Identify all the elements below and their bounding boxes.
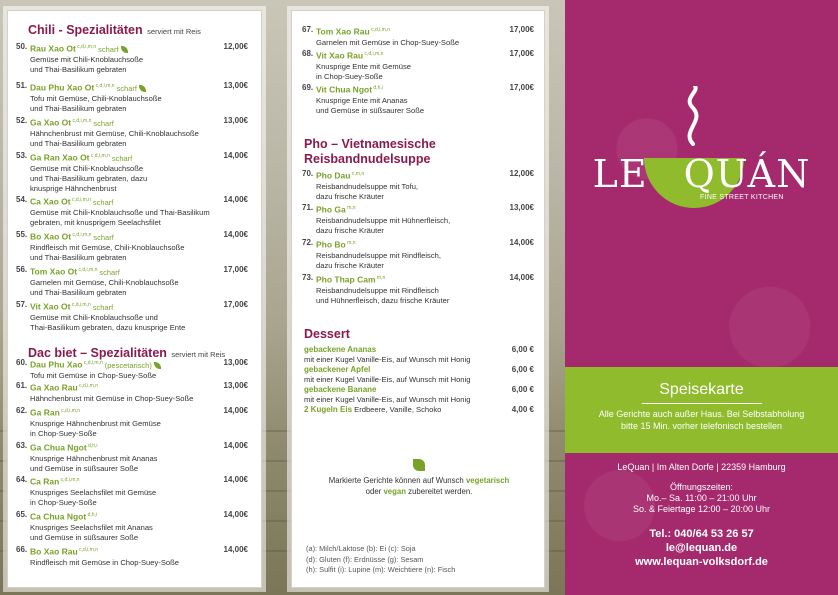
address: LeQuan | Im Alten Dorfe | 22359 Hamburg [617, 462, 786, 472]
item-name: Tom Xao Rau [316, 26, 370, 37]
item-description: Knusprige Hähnchenbrust mit Gemüse [30, 418, 161, 428]
leaf-icon [413, 459, 425, 471]
item-description: und Thai-Basilikum gebraten [30, 64, 127, 74]
item-description: Garnelen mit Gemüse in Chop-Suey-Soße [316, 37, 460, 47]
item-description: Reisbandnudelsuppe mit Tofu, [316, 181, 419, 191]
item-name: Ca Chua Ngot [30, 511, 87, 522]
menu-item [16, 358, 248, 381]
item-price: 14,00€ [223, 230, 248, 239]
dessert-price: 6,00 € [511, 345, 534, 354]
item-number: 60. [16, 358, 28, 367]
item-description: Gemüse mit Chili-Knoblauchsoße [30, 54, 144, 64]
menu-item [16, 151, 248, 194]
item-number: 70. [302, 169, 314, 178]
item-head [16, 406, 248, 419]
logo-wordmark: LE QUÁN [592, 152, 811, 196]
item-head [16, 441, 248, 454]
allergen-codes: c,d,i,m,n [77, 383, 99, 389]
dessert-name: 2 Kugeln Eis [304, 405, 353, 414]
item-head [16, 545, 248, 558]
item-description: und Thai-Basilikum gebraten [30, 103, 127, 113]
item-description: dazu frische Kräuter [316, 260, 384, 270]
item-name: Ga Xao Ot [30, 117, 72, 128]
item-tag: scharf [111, 153, 133, 163]
phone: Tel.: 040/64 53 26 57 [649, 528, 754, 540]
item-price: 13,00€ [223, 381, 248, 390]
dessert-name: gebackene Ananas [304, 345, 377, 354]
item-description: Knuspriges Seelachsfilet mit Ananas [30, 522, 153, 532]
menu-item [302, 25, 534, 48]
pho-heading: Pho – Vietnamesische Reisbandnudelsuppe [304, 137, 436, 166]
menu-item [302, 238, 534, 271]
dessert-head [304, 345, 534, 355]
allergen-codes: d,h,i [372, 85, 383, 91]
allergen-codes: c,m,n [350, 171, 365, 177]
item-number: 57. [16, 300, 28, 309]
item-description: in Chop-Suey-Soße [316, 71, 383, 81]
item-number: 50. [16, 42, 28, 51]
item-price: 17,00€ [509, 25, 534, 34]
website-link[interactable]: www.lequan-volksdorf.de [635, 556, 768, 568]
item-description: und Thai-Basilikum gebraten [30, 252, 127, 262]
item-number: 55. [16, 230, 28, 239]
item-number: 56. [16, 265, 28, 274]
allergen-codes: d,h,i [86, 512, 98, 518]
dessert-head [304, 385, 534, 395]
allergen-codes: c,d,i,m,n [59, 408, 81, 414]
email-link[interactable]: le@lequan.de [665, 542, 738, 554]
menu-item [16, 475, 248, 508]
item-description: in Chop-Suey-Soße [30, 497, 97, 507]
item-description: Hähnchenbrust mit Gemüse, Chili-Knoblauchsoße [30, 128, 199, 138]
allergen-codes: c,d,i,m,n [70, 302, 91, 308]
dessert-description: Erdbeere, Vanille, Schoko [354, 405, 442, 414]
dessert-price: 6,00 € [511, 385, 534, 394]
item-tag: scharf [99, 267, 120, 277]
allergen-codes: c,d,i,m,n [71, 118, 92, 124]
allergen-codes: c,d,i,m,n [59, 477, 80, 483]
item-number: 54. [16, 195, 28, 204]
item-tag: scharf [116, 83, 137, 93]
item-name: Pho Ga [316, 204, 346, 215]
dessert-name: gebackener Apfel [304, 365, 371, 374]
item-name: Rau Xao Ot [30, 43, 76, 54]
steam-icon [673, 86, 713, 146]
item-name: Ga Ran Xao Ot [30, 152, 90, 163]
speisekarte-band: Speisekarte Alle Gerichte auch außer Haus. Bei Selbstabholung bitte 15 Min. vorher telefonisch bestellen [565, 367, 838, 453]
item-description: Knusprige Ente mit Ananas [316, 95, 408, 105]
item-price: 14,00€ [223, 475, 248, 484]
item-description: Rindfleisch mit Gemüse, Chili-Knoblauchsoße [30, 242, 185, 252]
allergen-codes: c,d,i,m,n [77, 547, 98, 553]
item-number: 73. [302, 273, 314, 282]
item-number: 51. [16, 81, 28, 90]
item-number: 67. [302, 25, 314, 34]
dessert-item [304, 405, 534, 415]
item-name: Vit Xao Rau [316, 50, 364, 61]
allergen-codes: m,n [345, 240, 356, 246]
item-head [16, 116, 248, 129]
item-number: 71. [302, 203, 314, 212]
lequan-logo [565, 80, 838, 220]
item-price: 17,00€ [509, 83, 534, 92]
item-description: Tofu mit Gemüse, Chili-Knoblauchsoße [30, 93, 162, 103]
item-number: 52. [16, 116, 28, 125]
item-name: Vit Xao Ot [30, 301, 71, 312]
band-rule [642, 403, 762, 404]
item-name: Ga Ran [30, 407, 60, 418]
item-description: Knusprige Ente mit Gemüse [316, 61, 411, 71]
menu-item [16, 195, 248, 228]
allergen-codes: c,d,i,m,n [71, 232, 92, 238]
dessert-heading: Dessert [304, 327, 350, 341]
item-head [16, 195, 248, 208]
item-price: 14,00€ [223, 510, 248, 519]
menu-item [302, 169, 534, 202]
item-price: 14,00€ [223, 545, 248, 554]
item-tag: scharf [92, 197, 114, 207]
item-description: und Thai-Basilikum gebraten [30, 287, 127, 297]
menu-item [16, 265, 248, 298]
item-number: 66. [16, 545, 28, 554]
leaf-icon [139, 85, 146, 92]
item-price: 14,00€ [223, 151, 248, 160]
item-price: 12,00€ [509, 169, 534, 178]
chili-heading: Chili - Spezialitäten serviert mit Reis [28, 23, 201, 37]
dessert-item [304, 385, 534, 405]
allergen-codes: m,n [345, 205, 356, 211]
item-number: 68. [302, 49, 314, 58]
item-tag: scharf [93, 118, 114, 128]
item-price: 17,00€ [223, 300, 248, 309]
item-description: und Gemüse in süßsaurer Soße [30, 463, 139, 473]
item-price: 14,00€ [509, 238, 534, 247]
item-description: und Gemüse in süßsaurer Soße [30, 532, 139, 542]
contact-details [565, 527, 838, 569]
item-price: 13,00€ [223, 81, 248, 90]
item-head [16, 265, 248, 278]
menu-item [302, 273, 534, 306]
item-description: Hähnchenbrust mit Gemüse in Chop-Suey-Soße [30, 393, 194, 403]
item-head [302, 49, 534, 62]
dessert-head [304, 365, 534, 375]
allergen-codes: c,d,i,m,n [89, 153, 110, 159]
item-description: Knusprige Hähnchenbrust mit Ananas [30, 453, 158, 463]
item-tag: scharf [92, 302, 114, 312]
menu-item [16, 545, 248, 568]
item-number: 63. [16, 441, 28, 450]
item-head [302, 273, 534, 286]
menu-item [16, 381, 248, 404]
item-head [302, 83, 534, 96]
menu-item [302, 203, 534, 236]
item-head [16, 358, 248, 371]
item-description: gebraten, mit knusprigem Seelachsfilet [30, 217, 161, 227]
item-price: 13,00€ [223, 358, 248, 367]
dessert-description: mit einer Kugel Vanille-Eis, auf Wunsch mit Honig [304, 395, 471, 404]
dessert-item [304, 365, 534, 385]
item-price: 17,00€ [509, 49, 534, 58]
menu-item [16, 441, 248, 474]
item-description: Knuspriges Seelachsfilet mit Gemüse [30, 487, 157, 497]
item-number: 72. [302, 238, 314, 247]
dessert-head [304, 405, 534, 415]
menu-item [16, 300, 248, 333]
menu-item [16, 116, 248, 149]
item-name: Tom Xao Ot [30, 266, 78, 277]
item-description: Gemüse mit Chili-Knoblauchsoße [30, 163, 144, 173]
item-price: 14,00€ [509, 273, 534, 282]
item-description: Tofu mit Gemüse in Chop-Suey-Soße [30, 370, 157, 380]
item-head [302, 25, 534, 38]
menu-item [16, 230, 248, 263]
item-head [16, 81, 248, 94]
item-price: 17,00€ [223, 265, 248, 274]
item-head [302, 238, 534, 251]
item-number: 61. [16, 381, 28, 390]
item-head [16, 230, 248, 243]
item-price: 13,00€ [223, 116, 248, 125]
menu-item [302, 49, 534, 82]
item-name: Pho Dau [316, 170, 351, 181]
dessert-item [304, 345, 534, 365]
item-description: Reisbandnudelsuppe mit Rindfleisch [316, 285, 439, 295]
item-head [16, 300, 248, 313]
menu-item [16, 42, 248, 75]
allergen-codes: c,d,i,m,n [82, 360, 103, 366]
item-price: 14,00€ [223, 195, 248, 204]
item-price: 13,00€ [509, 203, 534, 212]
item-description: Gemüse mit Chili-Knoblauchsoße und Thai-Basilikum [30, 207, 210, 217]
item-head [302, 203, 534, 216]
dessert-price: 4,00 € [511, 405, 534, 414]
item-name: Dau Phu Xao Ot [30, 82, 95, 93]
item-number: 64. [16, 475, 28, 484]
dessert-price: 6,00 € [511, 365, 534, 374]
menu-item [16, 81, 248, 114]
allergen-codes: m,n [375, 275, 386, 281]
menu-item [16, 406, 248, 439]
item-name: Dau Phu Xao [30, 359, 83, 370]
item-number: 65. [16, 510, 28, 519]
item-description: und Gemüse in süßsaurer Soße [316, 105, 425, 115]
item-description: Thai-Basilikum gebraten, dazu knusprige Ente [30, 322, 186, 332]
item-name: Bo Xao Rau [30, 546, 78, 557]
item-price: 14,00€ [223, 406, 248, 415]
item-tag: scharf [93, 232, 114, 242]
veg-note: Markierte Gerichte können auf Wunsch vegetarisch oder vegan zubereitet werden. [292, 459, 546, 497]
item-description: knusprige Hähnchenbrust [30, 183, 117, 193]
band-title: Speisekarte [659, 381, 744, 398]
menu-panel-middle [291, 10, 545, 588]
item-name: Ca Ran [30, 476, 60, 487]
item-head [16, 42, 248, 55]
item-tag: scharf [98, 44, 119, 54]
item-description: Gemüse mit Chili-Knoblauchsoße und [30, 312, 158, 322]
item-tag: (pescetarisch) [104, 360, 152, 370]
menu-item [16, 510, 248, 543]
item-number: 53. [16, 151, 28, 160]
item-price: 12,00€ [223, 42, 248, 51]
allergen-legend: (a): Milch/Laktose (b): Ei (c): Soja (d): Gluten (f): Erdnüsse (g): Sesam (h): Sulfit (i): Lupine (m): Weichtiere (n): Fisch [306, 544, 456, 574]
item-head [16, 151, 248, 164]
item-price: 14,00€ [223, 441, 248, 450]
item-description: Reisbandnudelsuppe mit Rindfleisch, [316, 250, 441, 260]
dessert-description: mit einer Kugel Vanille-Eis, auf Wunsch mit Honig [304, 355, 471, 364]
item-description: dazu frische Kräuter [316, 225, 384, 235]
item-description: und Thai-Basilikum gebraten, dazu [30, 173, 148, 183]
allergen-codes: c,d,i,m,n [70, 197, 91, 203]
item-head [16, 510, 248, 523]
item-name: Ga Chua Ngot [30, 442, 87, 453]
item-name: Vit Chua Ngot [316, 84, 373, 95]
allergen-codes: c,d,i,m,n [94, 83, 115, 89]
item-name: Pho Thap Cam [316, 274, 376, 285]
item-name: Ca Xao Ot [30, 196, 71, 207]
leaf-icon [154, 362, 161, 369]
item-description: Reisbandnudelsuppe mit Hühnerfleisch, [316, 215, 451, 225]
item-head [16, 381, 248, 394]
item-description: in Chop-Suey-Soße [30, 428, 97, 438]
contact-info [565, 462, 838, 569]
menu-item [302, 83, 534, 116]
allergen-codes: c,d,i,m,n [75, 44, 97, 50]
item-description: Rindfleisch mit Gemüse in Chop-Suey-Soße [30, 557, 179, 567]
allergen-codes: c,d,i,m,n [77, 267, 98, 273]
item-description: und Thai-Basilikum gebraten [30, 138, 127, 148]
item-name: Pho Bo [316, 239, 346, 250]
item-head [16, 475, 248, 488]
item-number: 69. [302, 83, 314, 92]
item-name: Ga Xao Rau [30, 382, 78, 393]
logo-tagline: FINE STREET KITCHEN [700, 194, 784, 201]
item-description: dazu frische Kräuter [316, 191, 384, 201]
item-name: Bo Xao Ot [30, 231, 72, 242]
item-description: und Hühnerfleisch, dazu frische Kräuter [316, 295, 450, 305]
menu-panel-left [7, 10, 262, 588]
dessert-name: gebackene Banane [304, 385, 377, 394]
dac-heading: Dac biet – Spezialitäten serviert mit Reis [28, 346, 226, 360]
opening-hours: Öffnungszeiten: Mo.– Sa. 11:00 – 21:00 Uhr So. & Feiertage 12:00 – 20:00 Uhr [632, 482, 771, 514]
dessert-description: mit einer Kugel Vanille-Eis, auf Wunsch mit Honig [304, 375, 471, 384]
leaf-icon [121, 46, 128, 53]
item-description: Garnelen mit Gemüse, Chili-Knoblauchsoße [30, 277, 179, 287]
allergen-codes: d,h,i [86, 443, 98, 449]
item-number: 62. [16, 406, 28, 415]
allergen-codes: c,d,i,m,n [363, 51, 384, 57]
allergen-codes: c,d,i,m,n [369, 27, 390, 33]
item-head [302, 169, 534, 182]
